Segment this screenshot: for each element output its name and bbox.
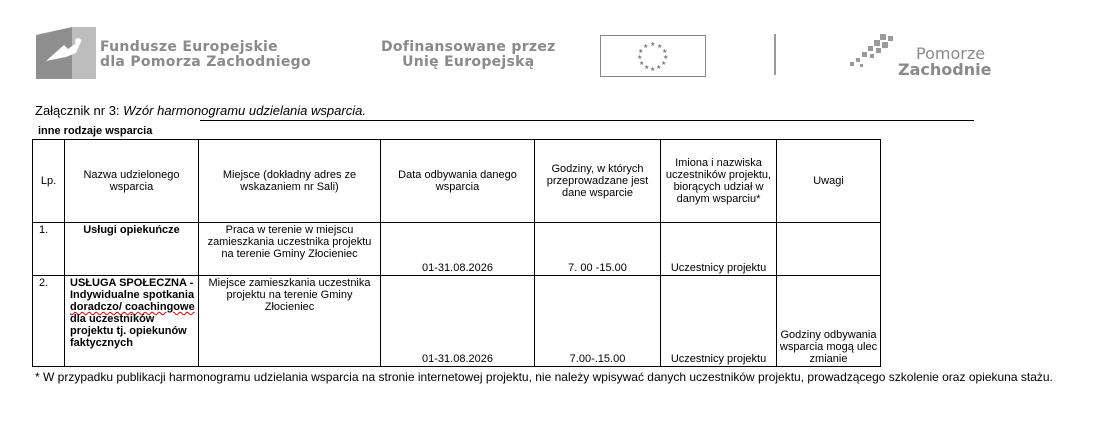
- cell-notes: Godziny odbywania wsparcia mogą ulec zmianie: [777, 276, 881, 367]
- attachment-prefix: Załącznik nr 3:: [35, 103, 124, 118]
- pomorze-zachodnie-logo-text: [898, 46, 991, 78]
- svg-text:★: ★: [650, 66, 656, 73]
- cofund-line1: Dofinansowane przez: [381, 39, 556, 55]
- pomorze-zachodnie-logo-icon: [848, 34, 898, 79]
- fundusze-europejskie-logo-icon: [36, 27, 96, 84]
- cell-place: Miejsce zamieszkania uczestnika projektu na terenie Gminy Złocieniec: [199, 276, 381, 367]
- table-header-row: [33, 140, 881, 223]
- svg-text:★: ★: [657, 43, 663, 50]
- title-rule: [200, 120, 974, 121]
- pz-line1: Pomorze: [916, 44, 986, 63]
- eu-flag-icon: [600, 35, 706, 77]
- header-place: Miejsce (dokładny adres ze wskazaniem nr Sali): [199, 140, 381, 223]
- svg-text:★: ★: [663, 54, 669, 61]
- cell-participants: Uczestnicy projektu: [661, 276, 777, 367]
- attachment-title: [35, 103, 366, 118]
- cell-place: Praca w terenie w miejscu zamieszkania uczestnika projektu na terenie Gminy Złocieniec: [199, 223, 381, 276]
- header-notes: Uwagi: [777, 140, 881, 223]
- header-date: Data odbywania danego wsparcia: [381, 140, 535, 223]
- fe-logo-line2: dla Pomorza Zachodniego: [100, 54, 311, 70]
- header-hours: Godziny, w których przeprowadzane jest dane wsparcie: [535, 140, 661, 223]
- cell-notes: [777, 223, 881, 276]
- cofunded-text: [381, 40, 556, 70]
- cell-date: 01-31.08.2026: [381, 276, 535, 367]
- cell-participants: Uczestnicy projektu: [661, 223, 777, 276]
- header-lp: Lp.: [33, 140, 65, 223]
- svg-text:★: ★: [637, 54, 643, 61]
- header-participants: Imiona i nazwiska uczestników projektu, biorących udział w danym wsparciu*: [661, 140, 777, 223]
- svg-text:★: ★: [639, 60, 645, 67]
- cell-hours: 7. 00 -15.00: [535, 223, 661, 276]
- schedule-table: [32, 139, 881, 367]
- table-row: [33, 223, 881, 276]
- cell-date: 01-31.08.2026: [381, 223, 535, 276]
- table-row: [33, 276, 881, 367]
- cofund-line2: Unię Europejską: [402, 54, 535, 70]
- cell-name-part-a: USŁUGA SPOŁECZNA - Indywidualne spotkania: [70, 277, 195, 301]
- cell-name: Usługi opiekuńcze: [65, 223, 199, 276]
- category-label: inne rodzaje wsparcia: [38, 125, 153, 137]
- cell-name-part-b: doradczo/ coachingowe: [70, 301, 195, 313]
- svg-text:★: ★: [643, 43, 649, 50]
- cell-name-part-c: dla uczestników projektu tj. opiekunów faktycznych: [70, 313, 187, 349]
- svg-text:★: ★: [638, 48, 644, 55]
- fe-logo-line1: Fundusze Europejskie: [100, 39, 278, 55]
- cell-hours: 7.00-.15.00: [535, 276, 661, 367]
- pz-line2: Zachodnie: [898, 60, 992, 79]
- svg-text:★: ★: [650, 41, 656, 48]
- header-divider: [774, 34, 776, 75]
- attachment-title-text: Wzór harmonogramu udzielania wsparcia.: [123, 103, 366, 118]
- header-name: Nazwa udzielonego wsparcia: [65, 140, 199, 223]
- cell-name: [65, 276, 199, 367]
- footnote: * W przypadku publikacji harmonogramu udzielania wsparcia na stronie internetowej projektu, nie należy wpisywać danych uczestników projektu, prowadzącego szkolenie oraz opiekuna stażu.: [35, 370, 1053, 384]
- svg-text:★: ★: [662, 48, 668, 55]
- fundusze-europejskie-logo-text: [100, 40, 311, 70]
- svg-text:★: ★: [661, 60, 667, 67]
- cell-lp: 2.: [33, 276, 65, 367]
- cell-lp: 1.: [33, 223, 65, 276]
- svg-text:★: ★: [644, 64, 650, 71]
- svg-text:★: ★: [656, 64, 662, 71]
